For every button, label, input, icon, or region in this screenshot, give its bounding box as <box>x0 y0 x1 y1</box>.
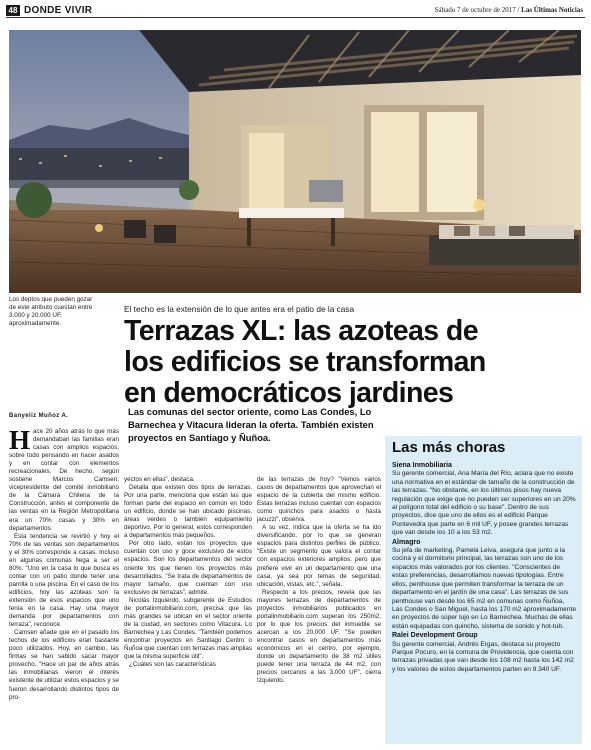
body-paragraph: ¿Cuáles son las características <box>129 661 216 669</box>
issue-date: Sábado 7 de octubre de 2017 / <box>434 6 522 14</box>
sidebar-text-siena: Su gerente comercial, Ana María del Río, aclara que no existe una normativa en el estándar de tamaño de la construcción de las terrazas. "No obstante, en los últimos pisos hay nueva regulación que exige que no pueden ser superiores en un 20% al polígono total del edificio o su base". Dentro de sus proyectos, dice que uno de ellos es el edificio Parque Pontevedra que parte en 6 mil UF, y posee grandes terrazas que van desde los 10 a los 53 m2. <box>392 470 576 537</box>
sidebar-company-siena: Siena Inmobiliaria <box>392 462 452 469</box>
body-paragraph: A su vez, indica que la oferta se ha ido diversificando, por lo que se generan espacios para distintos perfiles de público. "Existe un segmento que valora el contar con espacios exteriores amplios, pero que prefiere vivir en un departamento que una casa, ya sea por temas de seguridad, ubicación, vistas, etc.", señala. <box>257 524 381 588</box>
sidebar-company-almagro: Almagro <box>392 538 421 546</box>
body-paragraph: Por otro lado, están los proyectos que cuentan con uso y goce exclusivo de estos espacios. Son los departamentos del sector oriente los que tienen los proyectos más desarrollados. "Se trata de departamentos de mayor tamaño, que cuentan con uso exclusivo de terrazas", admite. <box>124 540 252 596</box>
article-column-3 <box>257 476 381 685</box>
rooftop-terrace-photo <box>9 30 581 293</box>
body-paragraph: Camsen añade que en el pasado los techos de los edificios eran bastante poco utilizados. Hoy, en cambio, las firmas se han sabido sacar mayor provecho. "Hace un par de años atrás las inmobiliarias vieron el interés existente de utilizar estos espacios y se fueron desarrollando distintos tipos de pro- <box>9 629 119 701</box>
article-dek: Las comunas del sector oriente, como Las Condes, Lo Barnechea y Vitacura lideran la oferta. También existen proyectos en Santiago y Ñuñoa. <box>128 406 374 443</box>
sidebar-text-ralei: Su gerente comercial, Andrés Ergas, destaca su proyecto Parque Pocuro, en la comuna de Providencia, que cuenta con terrazas privadas que van desde los 108 m2 hasta los 142 m2 y los valores de estos departamentos parten en 9.340 UF. <box>392 640 574 673</box>
article-column-2 <box>124 476 252 669</box>
lead-paragraph <box>9 425 119 533</box>
page-number: 48 <box>6 5 20 16</box>
dropcap: H <box>9 425 31 455</box>
body-paragraph: Respecto a los precios, revela que las mayores terrazas de departamentos de proyectos inmobiliarios publicados en portalinmobiliario.com superan los 250m2, por lo que los precios del inmueble se acercan a los 20.000 UF. "Se pueden encontrar casos en departamentos más económicos en el centro, por ejemplo, donde un departamento de 38 m2 útiles puede tener una terraza de 44 m2, con precios cercanos a las 3.000 UF", cierra Izquierdo. <box>257 588 381 685</box>
byline: Banyeliz Muñoz A. <box>9 413 69 419</box>
lead-text: ace 20 años atrás lo que más demandaban las familias eran casas con amplios espacios, sobre todo pensando en hacer asados y en contar con elementos recreacionales. De hecho, según sostiene Marcos Camsen, vicepresidente del comité inmobiliario de la Cámara Chilena de la Construcción, antes el componente de las ventas en la Región Metropolitana era un 70% casas y 30% en departamentos. <box>9 428 119 532</box>
body-paragraph: yectos en ellas", destaca. <box>124 476 195 483</box>
sidebar-text-almagro: Su jefa de marketing, Pamela Leiva, asegura que junto a la cocina y el dormitorio principal, las terrazas son uno de los espacios más valorados por los clientes. "Conscientes de estas preferencias, desarrollamos nuevas tipologías. Entre ellos, penthouse que permiten transformar la terraza de un departamento en el jardín de una casa". Las terrazas de sus penthouse van desde los 65 m2 en comunas como Ñuñoa, Las Condes o San Miguel, hasta los 170 m2 aproximadamente en proyectos de súper lujo en Lo Barnechea. Muchas de ellas están equipadas con quincho, sistema de sonido y hot-tub. <box>392 547 577 630</box>
section-title: DONDE VIVIR <box>24 5 93 16</box>
body-paragraph: Esta tendencia se revirtió y hoy el 70% de las ventas son departamentos y el 30% corresponde a casas. Incluso en algunas comunas llega a ser el 80%. "Uno en la casa lo que busca es contar con un patio donde tener una parrilla o una piscina. En el caso de los edificios, hoy las azoteas son la extensión de esos espacios que uno tenía en la casa. Hay una mayor demanda por departamentos con terraza", reconoce. <box>9 532 119 629</box>
page-header <box>6 4 585 18</box>
article-column-1 <box>9 425 119 702</box>
article-kicker: El techo es la extensión de lo que antes era el patio de la casa <box>124 304 355 314</box>
article-headline: Terrazas XL: las azoteas de los edificios se transforman en democráticos jardines <box>124 315 486 409</box>
sidebar-title: Las más choras <box>392 439 506 456</box>
sidebar-company-ralei: Ralei Development Group <box>392 632 478 640</box>
publication-name: Las Últimas Noticias <box>521 6 583 14</box>
photo-caption: Los deptos que pueden gozar de este atributo cuestan entre 3.000 y 20.000 UF, aproximadamente. <box>9 296 93 327</box>
sidebar-box <box>385 436 582 744</box>
body-paragraph: Detalla que existen dos tipos de terrazas. Por una parte, menciona que están las que forman parte del espacio en común en todo un edificio, donde se han ubicado piscinas, áreas verdes o también equipamiento deportivo. Por lo general, estos corresponden a departamentos más pequeños. <box>124 484 252 540</box>
body-paragraph: de las terrazas de hoy? "Vemos varios casos de departamentos que aprovechan el espacio de la cubierta del mismo edificio. Estas terrazas incluso cuentan con espacios como quinchos para asados o hasta jacuzzi", observa. <box>257 476 381 524</box>
dateline <box>435 6 583 14</box>
body-paragraph: Nicolás Izquierdo, subgerente de Estudios de portalinmobiliario.com, precisa que las más grandes se ubican en el sector oriente de la ciudad, en sectores como Vitacura, Lo Barnechea y Las Condes. "También podemos encontrar proyectos en Santiago Centro o Ñuñoa que cuentan con terrazas más amplias que la misma superficie útil". <box>124 596 252 661</box>
